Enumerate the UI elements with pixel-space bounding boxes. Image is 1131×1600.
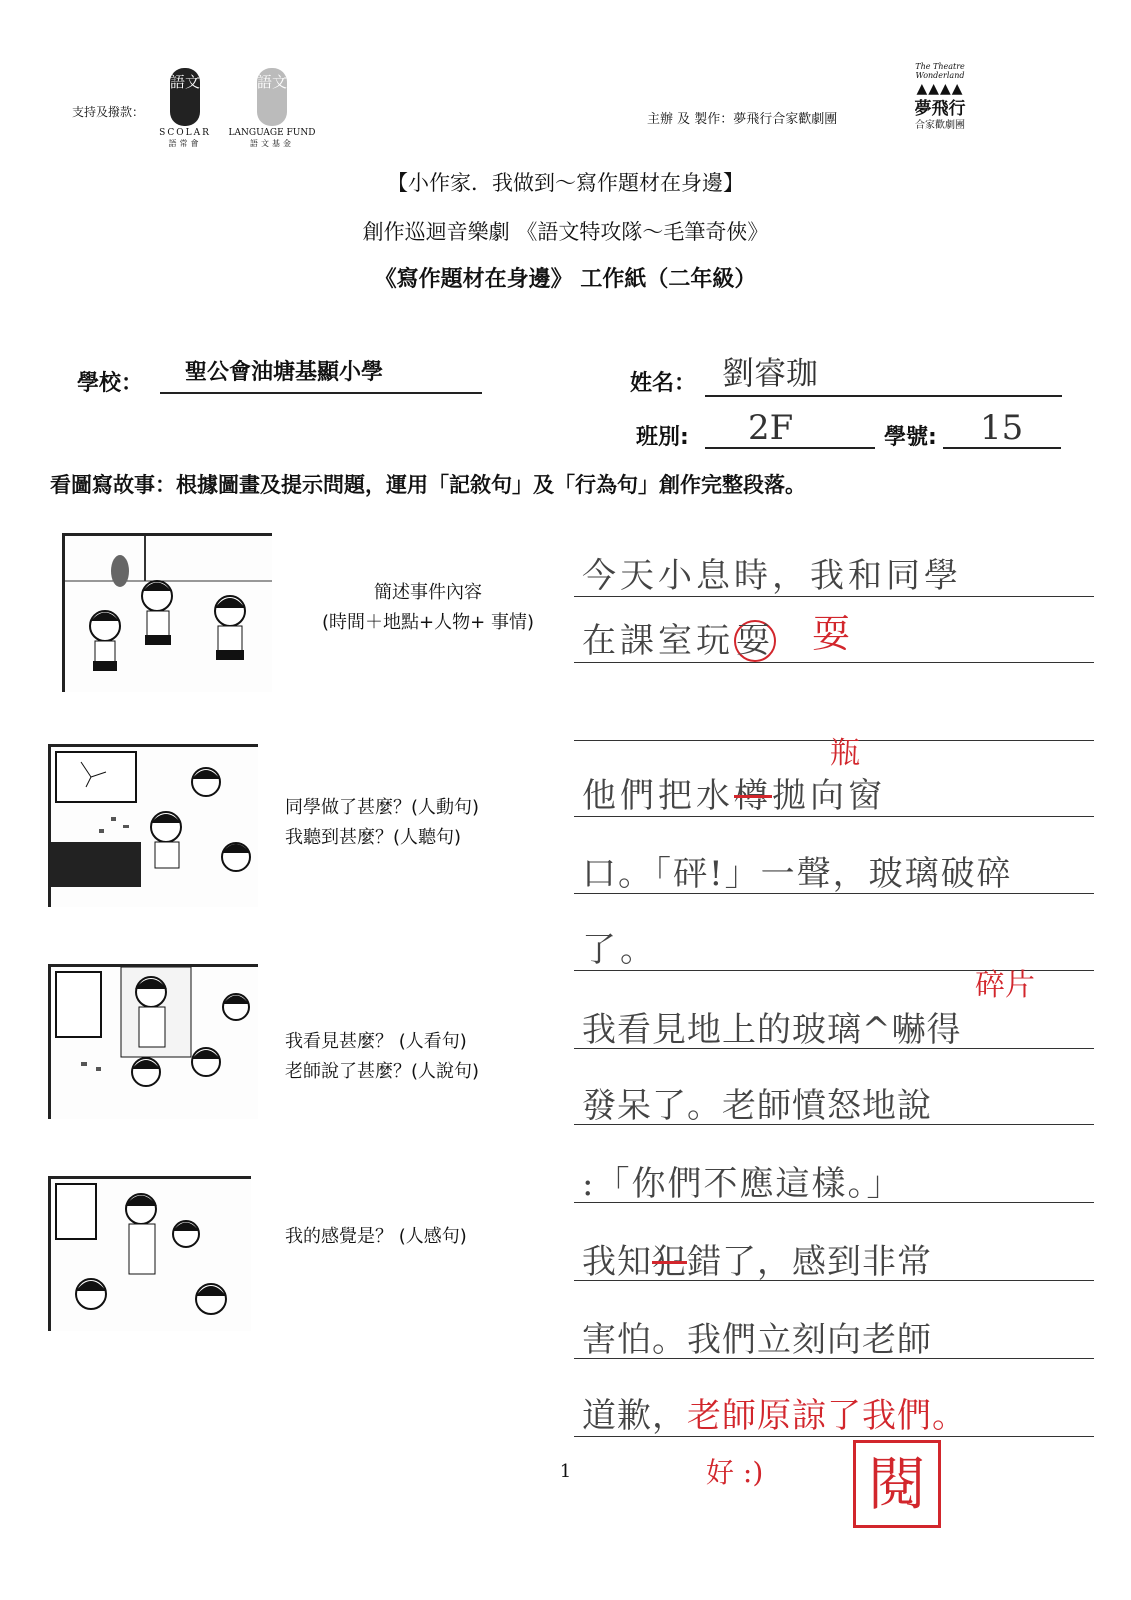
worksheet-title-3: 《寫作題材在身邊》 工作紙（二年級） xyxy=(374,267,757,292)
fund-seal: 語文 xyxy=(257,68,287,126)
class-value[interactable]: 2F xyxy=(748,408,794,448)
sponsor-label: 支持及撥款： xyxy=(72,105,145,119)
theatre-logo-arc-text: The Theatre Wonderland xyxy=(915,62,965,80)
organizer-text: 主辦 及 製作：夢飛行合家歡劇團 xyxy=(647,112,838,127)
tent-icon: ▲▲▲▲ xyxy=(916,81,964,97)
answer-line-4-text-a: 他們把水 xyxy=(582,776,734,816)
theatre-logo-name: 夢飛行 xyxy=(914,99,966,119)
name-field-line xyxy=(705,395,1062,397)
scolar-logo xyxy=(150,68,220,148)
instruction-text: 看圖寫故事：根據圖畫及提示問題，運用「記敘句」及「行為句」創作完整段落。 xyxy=(50,473,806,497)
illustration-teacher-and-students xyxy=(48,1176,251,1331)
answer-line-8: 我看見地上的玻璃^嚇得 xyxy=(582,1010,962,1050)
prompt-1 xyxy=(283,578,573,638)
answer-line-9: 發呆了。老師憤怒地說 xyxy=(582,1086,932,1126)
name-value[interactable]: 劉睿珈 xyxy=(722,354,819,392)
class-label: 班別: xyxy=(636,425,689,450)
correction-text: 碎片 xyxy=(975,968,1035,1003)
answer-line-11-text-a: 我知 xyxy=(582,1242,652,1282)
prompt-3-line-1: 我看見甚麼？ (人看句) xyxy=(285,1031,467,1052)
answer-line-2-text: 在課室玩 xyxy=(582,621,734,661)
struck-text: 樽 xyxy=(734,776,772,816)
illustration-broken-window xyxy=(48,744,258,907)
illustration-teacher-angry xyxy=(48,964,258,1119)
answer-line-2 xyxy=(582,613,776,662)
correction-circle: 耍 xyxy=(736,621,774,661)
worksheet-title-2: 創作巡迴音樂劇 《語文特攻隊～毛筆奇俠》 xyxy=(362,220,769,244)
theatre-logo-sub: 合家歡劇團 xyxy=(915,120,965,131)
fund-sub: 語文基金 xyxy=(250,139,294,148)
name-label: 姓名： xyxy=(630,371,697,396)
answer-line-4 xyxy=(582,768,886,817)
scolar-sub: 語常會 xyxy=(168,139,202,148)
student-number-label: 學號: xyxy=(884,425,937,450)
school-field-line xyxy=(160,392,482,394)
writing-line xyxy=(574,662,1094,663)
correction-text: 瓶 xyxy=(830,736,860,771)
teacher-added-text: 老師原諒了我們。 xyxy=(687,1396,967,1436)
scolar-seal: 語文 xyxy=(170,68,200,126)
correction-text: 耍 xyxy=(812,612,851,656)
prompt-4-line-1: 我的感覺是？ (人感句) xyxy=(285,1226,467,1247)
illustration-children-playing xyxy=(62,533,272,692)
answer-line-1: 今天小息時，我和同學 xyxy=(582,556,962,596)
answer-line-11 xyxy=(582,1234,932,1283)
school-value[interactable]: 聖公會油塘基顯小學 xyxy=(185,359,384,385)
prompt-3-line-2: 老師說了甚麼？(人說句) xyxy=(285,1061,480,1082)
worksheet-title-1: 【小作家．我做到～寫作題材在身邊】 xyxy=(387,171,744,195)
prompt-1-line-1: 簡述事件內容 xyxy=(374,582,482,603)
school-label: 學校： xyxy=(77,371,144,396)
teacher-comment: 好 :) xyxy=(706,1456,764,1489)
answer-line-6: 了。 xyxy=(582,930,658,970)
prompt-1-line-2: (時間＋地點+人物+ 事情) xyxy=(322,612,534,633)
fund-name: LANGUAGE FUND xyxy=(228,128,316,138)
language-fund-logo xyxy=(222,68,322,148)
answer-line-13 xyxy=(582,1388,967,1437)
theatre-logo xyxy=(895,62,985,157)
struck-text: 犯 xyxy=(652,1242,687,1282)
prompt-3 xyxy=(285,1027,479,1087)
page-number: 1 xyxy=(559,1461,572,1482)
scolar-name: SCOLAR xyxy=(159,128,211,138)
answer-line-10: :「你們不應這樣。」 xyxy=(582,1164,903,1204)
answer-line-5: 口。「砰!」一聲，玻璃破碎 xyxy=(582,854,1013,894)
answer-line-13-text: 道歉， xyxy=(582,1396,687,1436)
prompt-4 xyxy=(285,1222,467,1252)
read-stamp: 閱 xyxy=(853,1440,941,1528)
prompt-2-line-2: 我聽到甚麼？(人聽句) xyxy=(285,827,462,848)
answer-line-12: 害怕。我們立刻向老師 xyxy=(582,1320,932,1360)
answer-line-11-text-b: 錯了，感到非常 xyxy=(687,1242,932,1282)
prompt-2-line-1: 同學做了甚麼？(人動句) xyxy=(285,797,480,818)
student-number-value[interactable]: 15 xyxy=(980,408,1024,448)
answer-line-4-text-b: 拋向窗 xyxy=(772,776,886,816)
prompt-2 xyxy=(285,793,479,853)
